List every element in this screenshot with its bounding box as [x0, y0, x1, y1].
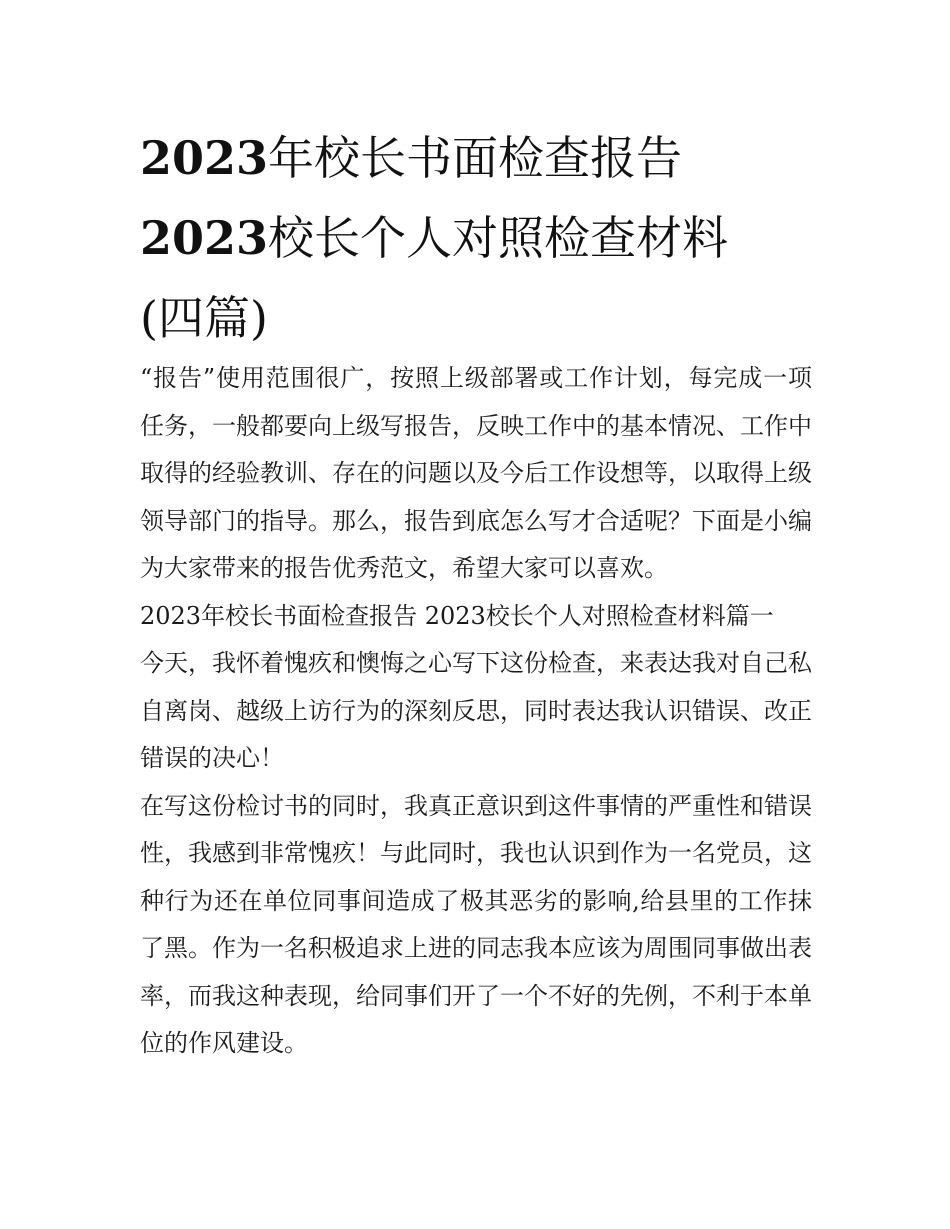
title-line-3 [140, 278, 840, 358]
title-line-2 [140, 198, 840, 278]
intro-paragraph: “报告”使用范围很广，按照上级部署或工作计划，每完成一项任务，一般都要向上级写报告，反映工作中的基本情况、工作中取得的经验教训、存在的问题以及今后工作设想等，以取得上级领导部门的指导。那么，报告到底怎么写才合适呢？下面是小编为大家带来的报告优秀范文，希望大家可以喜欢。 [140, 364, 812, 582]
document-body [140, 355, 812, 1068]
title-year: 2023 [140, 131, 269, 185]
title-line-1 [140, 118, 840, 198]
body-paragraph: 今天，我怀着愧疚和懊悔之心写下这份检查，来表达我对自己私自离岗、越级上访行为的深刻反思，同时表达我认识错误、改正错误的决心！ [140, 649, 812, 772]
document-title [140, 118, 840, 358]
title-year: 2023 [140, 211, 269, 265]
title-text: 校长个人对照检查材料 [268, 211, 729, 265]
title-text: (四篇) [140, 291, 268, 345]
section-heading: 2023年校长书面检查报告 2023校长个人对照检查材料篇一 [140, 601, 774, 630]
title-text: 年校长书面检查报告 [268, 131, 683, 185]
body-paragraph: 在写这份检讨书的同时，我真正意识到这件事情的严重性和错误性，我感到非常愧疚！与此同时，我也认识到作为一名党员，这种行为还在单位同事间造成了极其恶劣的影响,给县里的工作抹了黑。作为一名积极追求上进的同志我本应该为周围同事做出表率，而我这种表现，给同事们开了一个不好的先例，不利于本单位的作风建设。 [140, 791, 812, 1057]
